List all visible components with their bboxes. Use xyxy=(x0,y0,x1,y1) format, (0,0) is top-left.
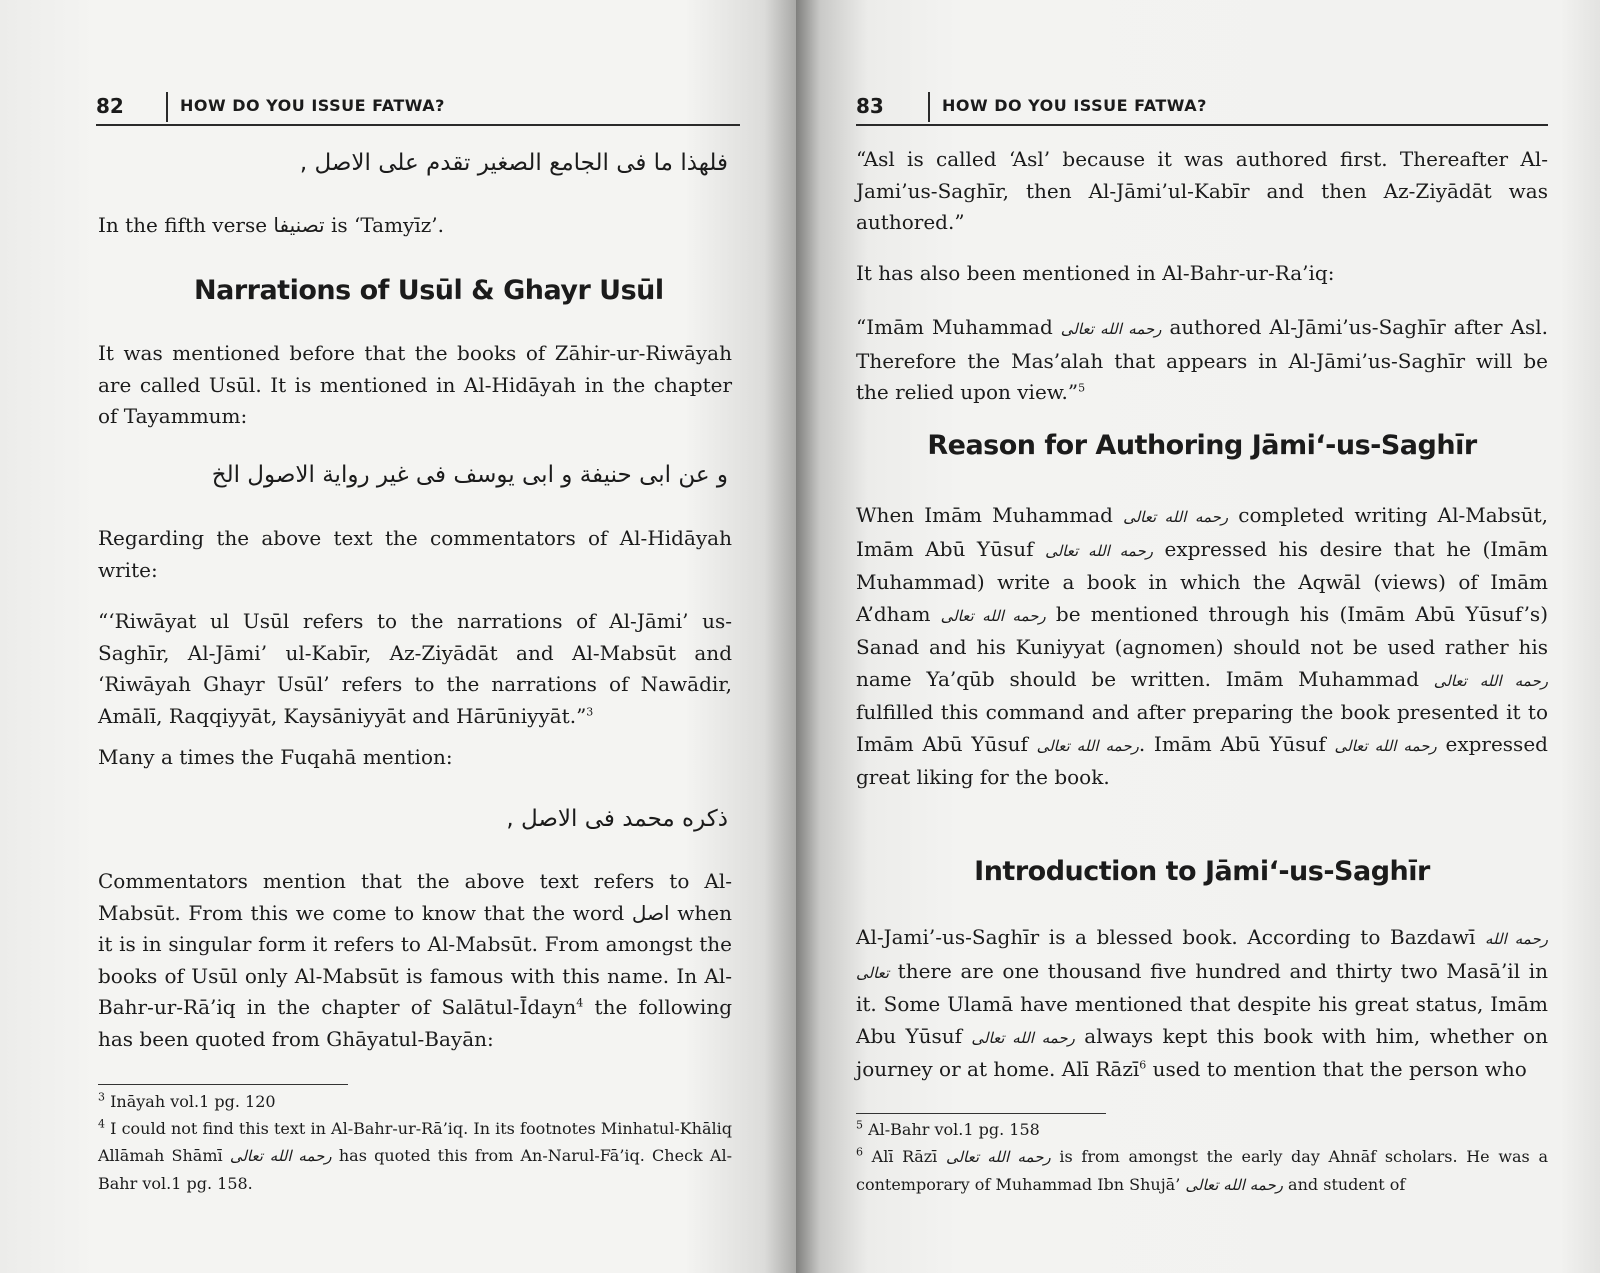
paragraph-fifth-verse xyxy=(98,210,732,242)
text-run: “Imām Muhammad xyxy=(856,315,1061,339)
text-run: Commentators mention that the above text refers to Al-Mabsūt. From this we come to know that the word xyxy=(98,869,732,925)
header-divider xyxy=(166,92,168,122)
section-heading: Narrations of Usūl & Ghayr Usūl xyxy=(194,275,664,306)
arabic-inline: اصل xyxy=(631,900,670,925)
footnote-rule xyxy=(856,1113,1106,1114)
text-run: is ‘Tamyīz’. xyxy=(324,213,444,237)
honorific-glyph: رحمه الله تعالى xyxy=(1060,320,1162,338)
right-page-header xyxy=(856,92,1548,126)
text-run: be mentioned through his (Imām Abū Yūsuf’s) Sanad and his Kuniyyat (agnomen) should not be used rather his name Ya’qūb should be written. Imām Muhammad xyxy=(856,601,1548,691)
text-run: used to mention that the person who xyxy=(1146,1057,1527,1081)
footnote-text: Ināyah vol.1 pg. 120 xyxy=(105,1092,276,1111)
text-run: “‘Riwāyat ul Usūl refers to the narrations of Al-Jāmi’ us-Saghīr, Al-Jāmi’ ul-Kabīr, Az-Ziyādāt and Al-Mabsūt and ‘Riwāyah Ghayr Usūl’ refers to the narrations of Nawādir, Amālī, Raqqiyyāt, Kaysāniyyāt and Hārūniyyāt.” xyxy=(98,609,732,728)
arabic-quote: فلهذا ما فى الجامع الصغير تقدم على الاصل , xyxy=(299,150,728,176)
footnote-number: 3 xyxy=(98,1090,105,1104)
paragraph-when xyxy=(856,500,1548,794)
text-run: the following has been quoted from Ghāyatul-Bayān: xyxy=(98,995,733,1051)
footnotes xyxy=(98,1088,732,1197)
footnotes xyxy=(856,1116,1548,1199)
paragraph: Regarding the above text the commentators of Al-Hidāyah write: xyxy=(98,526,732,582)
left-page xyxy=(0,0,796,1273)
footnote-ref: 3 xyxy=(586,704,594,718)
honorific-glyph: رحمه الله تعالى xyxy=(1123,508,1229,526)
footnote-text: has quoted this from An-Narul-Fā’iq. Check Al-Bahr vol.1 pg. 158. xyxy=(98,1146,733,1193)
running-title: HOW DO YOU ISSUE FATWA? xyxy=(942,96,1207,115)
block-quote: “Asl is called ‘Asl’ because it was authored first. Thereafter Al-Jami’us-Saghīr, then Al-Jāmi’ul-Kabīr and then Az-Ziyādāt was authored.” xyxy=(856,147,1548,234)
text-run: when it is in singular form it refers to Al-Mabsūt. From amongst the books of Usūl only Al-Mabsūt is famous with this name. In Al-Bahr-ur-Rā’iq in the chapter of Salātul-Īdayn xyxy=(98,900,733,1019)
text-run: completed writing Al-Mabsūt, Imām Abū Yūsuf xyxy=(856,503,1548,561)
text-run: always kept this book with him, whether on journey or at home. Alī Rāzī xyxy=(856,1023,1548,1081)
paragraph: It was mentioned before that the books of Zāhir-ur-Riwāyah are called Usūl. It is mentioned in Al-Hidāyah in the chapter of Tayammum: xyxy=(98,341,732,428)
arabic-quote: ذكره محمد فى الاصل , xyxy=(506,806,728,832)
paragraph-intro xyxy=(856,922,1548,1086)
text-run: . Imām Abū Yūsuf xyxy=(1138,731,1335,756)
block-quote xyxy=(856,312,1548,409)
section-heading: Reason for Authoring Jāmi‘-us-Saghīr xyxy=(927,430,1477,461)
header-divider xyxy=(928,92,930,122)
text-run: fulfilled this command and after preparing the book presented it to Imām Abū Yūsuf xyxy=(856,700,1548,756)
text-run: Al-Jami’-us-Saghīr is a blessed book. According to Bazdawī xyxy=(856,925,1485,949)
page-number: 83 xyxy=(856,94,884,118)
honorific-glyph: رحمه الله تعالى xyxy=(1334,736,1437,755)
honorific-glyph: رحمه الله تعالى xyxy=(971,1028,1075,1047)
footnote-ref: 4 xyxy=(576,996,584,1010)
honorific-glyph: رحمه الله تعالى xyxy=(229,1147,332,1165)
honorific-glyph: رحمه الله تعالى xyxy=(1433,671,1548,690)
text-run: authored Al-Jāmi’us-Saghīr after Asl. Therefore the Mas’alah that appears in Al-Jāmi’us-Saghīr will be the relied upon view.” xyxy=(856,315,1548,404)
footnote-text: Al-Bahr vol.1 pg. 158 xyxy=(863,1120,1040,1139)
block-quote xyxy=(98,606,732,732)
footnote xyxy=(98,1115,732,1197)
text-run: expressed great liking for the book. xyxy=(856,731,1548,789)
page-number: 82 xyxy=(96,94,124,118)
footnote-number: 5 xyxy=(856,1118,863,1132)
footnote xyxy=(856,1116,1548,1143)
text-run: When Imām Muhammad xyxy=(856,503,1124,527)
footnote-number: 4 xyxy=(98,1117,105,1131)
running-title: HOW DO YOU ISSUE FATWA? xyxy=(180,96,445,115)
section-heading: Introduction to Jāmi‘-us-Saghīr xyxy=(974,856,1430,887)
footnote-text: is from amongst the early day Ahnāf scholars. He was a contemporary of Muhammad Ibn Shujā’ xyxy=(856,1147,1548,1194)
honorific-glyph: رحمه الله تعالى xyxy=(940,606,1046,625)
footnote-number: 6 xyxy=(856,1145,863,1159)
arabic-inline: تصنيفا xyxy=(273,213,325,237)
footnote-ref: 5 xyxy=(1078,381,1086,395)
honorific-glyph: رحمه الله تعالى xyxy=(1185,1176,1283,1194)
paragraph-commentators xyxy=(98,866,732,1055)
footnote xyxy=(856,1143,1548,1199)
honorific-glyph: رحمه الله تعالى xyxy=(1045,541,1153,560)
footnote-rule xyxy=(98,1084,348,1085)
text-run: expressed his desire that he (Imām Muhammad) write a book in which the Aqwāl (views) of Imām A’dham xyxy=(856,536,1549,626)
footnote-ref: 6 xyxy=(1139,1058,1147,1072)
footnote xyxy=(98,1088,732,1115)
right-page xyxy=(796,0,1600,1273)
footnote-text: I could not find this text in Al-Bahr-ur-Rā’iq. In its footnotes Minhatul-Khāliq Allāmah Shāmī xyxy=(98,1119,732,1165)
left-page-header xyxy=(96,92,740,126)
paragraph: Many a times the Fuqahā mention: xyxy=(98,745,453,769)
footnote-text: Alī Rāzī xyxy=(863,1147,946,1166)
honorific-glyph: رحمه الله تعالى xyxy=(1036,736,1139,755)
arabic-quote: و عن ابى حنيفة و ابى يوسف فى غير رواية الاصول الخ xyxy=(211,462,728,488)
text-run: there are one thousand five hundred and thirty two Masā’il in it. Some Ulamā have mentioned that despite his great status, Imām Abu Yūsuf xyxy=(856,958,1548,1048)
text-run: In the fifth verse xyxy=(98,213,274,237)
honorific-glyph: رحمه الله تعالى xyxy=(856,930,1548,982)
footnote-text: and student of xyxy=(1282,1175,1406,1194)
honorific-glyph: رحمه الله تعالى xyxy=(945,1148,1051,1166)
paragraph: It has also been mentioned in Al-Bahr-ur-Ra’iq: xyxy=(856,261,1335,285)
